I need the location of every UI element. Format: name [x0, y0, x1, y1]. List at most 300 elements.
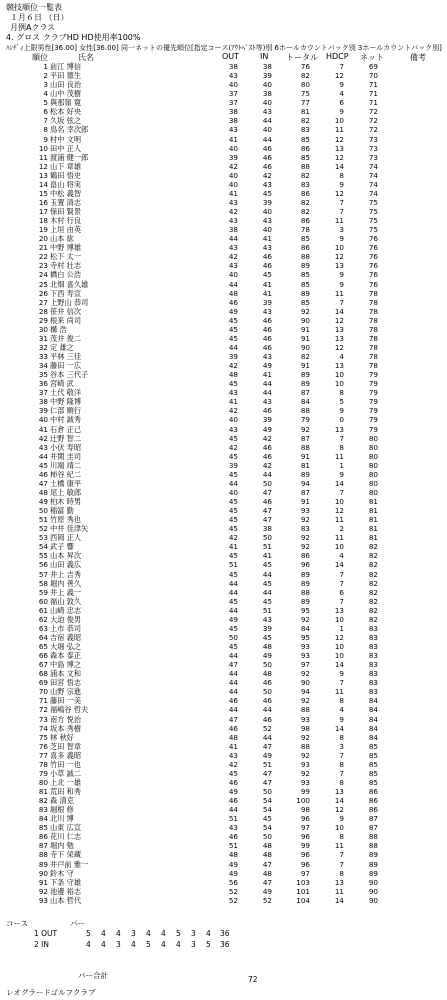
- hdcp-cell: 7: [339, 487, 344, 497]
- course-in-label: 2 IN: [34, 940, 49, 949]
- hdcp-cell: 13: [334, 143, 344, 153]
- net-score-cell: 83: [368, 678, 378, 688]
- name-cell: 山本 昇次: [50, 551, 82, 561]
- total-score-cell: 87: [300, 388, 310, 398]
- hdcp-cell: 9: [339, 80, 344, 90]
- rank-cell: 61: [38, 605, 48, 615]
- name-cell: 小伏 寿昭: [50, 442, 82, 452]
- name-cell: 平田 德生: [50, 71, 82, 81]
- table-row: [0, 588, 447, 597]
- net-score-cell: 81: [368, 533, 378, 543]
- in-score-cell: 44: [262, 569, 272, 579]
- table-row: [0, 669, 447, 678]
- rank-cell: 38: [38, 397, 48, 407]
- out-score-cell: 39: [228, 152, 238, 162]
- name-cell: 大迫 俊男: [50, 614, 82, 624]
- rank-cell: 64: [38, 632, 48, 642]
- rank-cell: 19: [38, 225, 48, 235]
- name-cell: 渡浦 健一郎: [50, 152, 89, 162]
- net-score-cell: 79: [368, 406, 378, 416]
- total-score-cell: 93: [300, 777, 310, 787]
- hdcp-cell: 9: [339, 279, 344, 289]
- total-score-cell: 92: [300, 750, 310, 760]
- table-row: [0, 715, 447, 724]
- total-score-cell: 85: [300, 134, 310, 144]
- in-score-cell: 46: [262, 315, 272, 325]
- rank-cell: 44: [38, 451, 48, 461]
- table-row: [0, 733, 447, 742]
- total-score-cell: 86: [300, 551, 310, 561]
- table-row: [0, 687, 447, 696]
- hole-par-cell: 3: [191, 929, 196, 938]
- net-score-cell: 75: [368, 216, 378, 226]
- out-score-cell: 41: [228, 188, 238, 198]
- total-score-cell: 96: [300, 850, 310, 860]
- total-score-cell: 91: [300, 333, 310, 343]
- hdcp-cell: 9: [339, 406, 344, 416]
- tiebreak-rule: ﾊﾝﾃﾞｨ上限男性[36.00] 女性[36.00] 同一ネットの優先順位[指定コース(ｱｳﾄﾍﾞｽﾄ等)別 6ホールカウントバック別 3ホールカウントバック別]: [6, 44, 442, 52]
- rank-cell: 66: [38, 651, 48, 661]
- out-score-cell: 44: [228, 705, 238, 715]
- table-row: [0, 316, 447, 325]
- total-score-cell: 92: [300, 542, 310, 552]
- total-score-cell: 89: [300, 370, 310, 380]
- in-score-cell: 43: [262, 107, 272, 117]
- out-score-cell: 48: [228, 370, 238, 380]
- in-score-cell: 50: [262, 478, 272, 488]
- total-score-cell: 91: [300, 361, 310, 371]
- in-score-cell: 47: [262, 741, 272, 751]
- table-row: [0, 805, 447, 814]
- out-score-cell: 45: [228, 469, 238, 479]
- hdcp-cell: 8: [339, 868, 344, 878]
- total-score-cell: 87: [300, 433, 310, 443]
- name-cell: 林 秋好: [50, 732, 74, 742]
- table-row: [0, 406, 447, 415]
- out-score-cell: 40: [228, 179, 238, 189]
- out-score-cell: 46: [228, 723, 238, 733]
- hole-par-cell: 3: [191, 940, 196, 949]
- name-cell: 中島 博之: [50, 660, 82, 670]
- column-net: ネット: [360, 53, 384, 62]
- out-score-cell: 43: [228, 823, 238, 833]
- out-score-cell: 42: [228, 533, 238, 543]
- net-score-cell: 72: [368, 116, 378, 126]
- in-score-cell: 46: [262, 324, 272, 334]
- in-score-cell: 41: [262, 370, 272, 380]
- out-score-cell: 45: [228, 333, 238, 343]
- net-score-cell: 82: [368, 596, 378, 606]
- total-score-cell: 89: [300, 578, 310, 588]
- total-score-cell: 78: [300, 225, 310, 235]
- rank-cell: 86: [38, 832, 48, 842]
- rank-cell: 3: [43, 80, 48, 90]
- net-score-cell: 89: [368, 850, 378, 860]
- total-score-cell: 89: [300, 261, 310, 271]
- net-score-cell: 84: [368, 723, 378, 733]
- in-score-cell: 54: [262, 805, 272, 815]
- name-cell: 福嶋谷 哲夫: [50, 705, 89, 715]
- name-cell: 宮崎 武: [50, 379, 74, 389]
- hdcp-cell: 9: [339, 669, 344, 679]
- hdcp-cell: 10: [334, 243, 344, 253]
- out-score-cell: 40: [228, 170, 238, 180]
- total-score-cell: 93: [300, 651, 310, 661]
- table-row: [0, 153, 447, 162]
- out-score-cell: 42: [228, 361, 238, 371]
- total-score-cell: 92: [300, 669, 310, 679]
- course-in-row: [0, 940, 447, 950]
- table-row: [0, 415, 447, 424]
- in-score-cell: 50: [262, 787, 272, 796]
- total-score-cell: 97: [300, 660, 310, 670]
- name-cell: 小草 誠二: [50, 768, 82, 778]
- rank-cell: 45: [38, 460, 48, 470]
- net-score-cell: 83: [368, 623, 378, 633]
- table-row: [0, 887, 447, 896]
- name-cell: 上野山 恭司: [50, 297, 89, 307]
- out-score-cell: 43: [228, 125, 238, 135]
- name-cell: 井上 義一: [50, 587, 82, 597]
- column-header-row: [0, 52, 447, 62]
- rank-cell: 84: [38, 814, 48, 824]
- out-score-cell: 43: [228, 197, 238, 207]
- rank-cell: 78: [38, 759, 48, 769]
- in-score-cell: 45: [262, 188, 272, 198]
- name-cell: 辻野 智二: [50, 433, 82, 443]
- total-score-cell: 82: [300, 116, 310, 126]
- table-row: [0, 570, 447, 579]
- rank-cell: 31: [38, 333, 48, 343]
- rank-cell: 30: [38, 324, 48, 334]
- course-out-label: 1 OUT: [34, 929, 58, 938]
- net-score-cell: 84: [368, 714, 378, 724]
- total-score-cell: 93: [300, 759, 310, 769]
- net-score-cell: 80: [368, 460, 378, 470]
- out-score-cell: 44: [228, 578, 238, 588]
- net-score-cell: 82: [368, 605, 378, 615]
- table-row: [0, 180, 447, 189]
- table-row: [0, 62, 447, 71]
- name-cell: 田中 正人: [50, 143, 82, 153]
- name-cell: 田宮 悟志: [50, 678, 82, 688]
- net-score-cell: 72: [368, 107, 378, 117]
- rank-cell: 22: [38, 252, 48, 262]
- name-cell: 藤田 一広: [50, 361, 82, 371]
- net-score-cell: 79: [368, 379, 378, 389]
- in-score-cell: 41: [262, 288, 272, 298]
- hole-par-cell: 4: [206, 929, 211, 938]
- hdcp-cell: 8: [339, 759, 344, 769]
- name-cell: 村中 文明: [50, 134, 82, 144]
- name-cell: 上市 恭司: [50, 623, 82, 633]
- out-score-cell: 43: [228, 216, 238, 226]
- table-row: [0, 850, 447, 859]
- hdcp-cell: 9: [339, 714, 344, 724]
- hole-par-cell: 4: [146, 929, 151, 938]
- in-score-cell: 39: [262, 623, 272, 633]
- out-score-cell: 37: [228, 89, 238, 99]
- table-row: [0, 896, 447, 905]
- name-cell: 定 雄之: [50, 342, 74, 352]
- out-score-cell: 49: [228, 868, 238, 878]
- total-score-cell: 89: [300, 569, 310, 579]
- name-cell: 稲富 勤: [50, 506, 74, 516]
- name-cell: 鳥名 幸次郎: [50, 125, 89, 135]
- rank-cell: 62: [38, 614, 48, 624]
- hdcp-cell: 12: [334, 71, 344, 81]
- course-out-total: 36: [220, 929, 230, 938]
- net-score-cell: 76: [368, 270, 378, 280]
- hdcp-cell: 14: [334, 895, 344, 905]
- name-cell: 根来 尚司: [50, 315, 82, 325]
- net-score-cell: 74: [368, 161, 378, 171]
- total-score-cell: 81: [300, 460, 310, 470]
- in-score-cell: 54: [262, 796, 272, 806]
- net-score-cell: 73: [368, 143, 378, 153]
- table-row: [0, 298, 447, 307]
- hdcp-cell: 0: [339, 415, 344, 425]
- out-score-cell: 45: [228, 569, 238, 579]
- hdcp-cell: 10: [334, 823, 344, 833]
- total-score-cell: 97: [300, 868, 310, 878]
- table-row: [0, 243, 447, 252]
- out-score-cell: 40: [228, 270, 238, 280]
- table-row: [0, 216, 447, 225]
- total-score-cell: 96: [300, 560, 310, 570]
- in-score-cell: 47: [262, 877, 272, 887]
- out-score-cell: 43: [228, 750, 238, 760]
- in-score-cell: 44: [262, 732, 272, 742]
- net-score-cell: 85: [368, 750, 378, 760]
- scoring-condition: 4. グロス クラブHD HD使用率100%: [6, 33, 141, 42]
- column-hdcp: HDCP: [326, 52, 349, 61]
- hdcp-cell: 8: [339, 732, 344, 742]
- table-row: [0, 832, 447, 841]
- table-row: [0, 705, 447, 714]
- name-cell: 谷本 三代子: [50, 370, 89, 380]
- table-row: [0, 135, 447, 144]
- table-row: [0, 624, 447, 633]
- in-score-cell: 46: [262, 333, 272, 343]
- in-score-cell: 49: [262, 651, 272, 661]
- hdcp-cell: 10: [334, 614, 344, 624]
- net-score-cell: 78: [368, 342, 378, 352]
- in-score-cell: 46: [262, 342, 272, 352]
- table-row: [0, 597, 447, 606]
- in-score-cell: 52: [262, 723, 272, 733]
- rank-cell: 17: [38, 207, 48, 216]
- in-score-cell: 40: [262, 98, 272, 108]
- total-score-cell: 84: [300, 397, 310, 407]
- hdcp-cell: 2: [339, 524, 344, 534]
- rank-cell: 13: [38, 170, 48, 180]
- hdcp-cell: 9: [339, 234, 344, 244]
- rank-cell: 9: [43, 134, 48, 144]
- name-cell: 鶴田 悟史: [50, 170, 82, 180]
- in-score-cell: 49: [262, 424, 272, 434]
- in-score-cell: 43: [262, 352, 272, 361]
- rank-cell: 82: [38, 796, 48, 806]
- name-cell: 畠山 将実: [50, 179, 82, 189]
- hdcp-cell: 11: [334, 451, 344, 461]
- name-cell: 北川 博: [50, 814, 74, 824]
- rank-cell: 8: [43, 125, 48, 135]
- hdcp-cell: 4: [339, 352, 344, 361]
- out-score-cell: 40: [228, 415, 238, 425]
- name-cell: 森本 泰正: [50, 651, 82, 661]
- table-row: [0, 207, 447, 216]
- rank-cell: 25: [38, 279, 48, 289]
- total-score-cell: 88: [300, 252, 310, 262]
- hdcp-cell: 11: [334, 288, 344, 298]
- name-cell: 浦本 文和: [50, 669, 82, 679]
- rank-cell: 32: [38, 342, 48, 352]
- rank-cell: 57: [38, 569, 48, 579]
- net-score-cell: 89: [368, 859, 378, 869]
- in-score-cell: 45: [262, 560, 272, 570]
- rank-cell: 37: [38, 388, 48, 398]
- in-score-cell: 38: [262, 524, 272, 534]
- table-row: [0, 751, 447, 760]
- rank-cell: 43: [38, 442, 48, 452]
- total-score-cell: 77: [300, 98, 310, 108]
- total-score-cell: 90: [300, 342, 310, 352]
- hdcp-cell: 7: [339, 859, 344, 869]
- name-cell: 竹田 一也: [50, 759, 82, 769]
- rank-cell: 47: [38, 478, 48, 488]
- page-title: 競技順位一覧表: [6, 3, 62, 12]
- rank-cell: 35: [38, 370, 48, 380]
- rank-cell: 6: [43, 107, 48, 117]
- in-score-cell: 48: [262, 868, 272, 878]
- in-score-cell: 46: [262, 252, 272, 262]
- rank-cell: 40: [38, 415, 48, 425]
- net-score-cell: 90: [368, 886, 378, 896]
- name-cell: 中村 誠秀: [50, 415, 82, 425]
- in-score-cell: 42: [262, 433, 272, 443]
- out-score-cell: 39: [228, 352, 238, 361]
- column-out: OUT: [222, 52, 240, 61]
- name-cell: 與那嶺 寛: [50, 98, 82, 108]
- table-row: [0, 651, 447, 660]
- table-row: [0, 787, 447, 796]
- net-score-cell: 75: [368, 225, 378, 235]
- out-score-cell: 45: [228, 515, 238, 525]
- table-row: [0, 560, 447, 569]
- table-row: [0, 80, 447, 89]
- table-row: [0, 660, 447, 669]
- hdcp-cell: 12: [334, 315, 344, 325]
- out-score-cell: 42: [228, 207, 238, 216]
- net-score-cell: 80: [368, 469, 378, 479]
- net-score-cell: 84: [368, 696, 378, 706]
- total-score-cell: 92: [300, 768, 310, 778]
- total-score-cell: 86: [300, 243, 310, 253]
- in-score-cell: 50: [262, 832, 272, 842]
- column-name: 氏名: [78, 53, 94, 62]
- total-score-cell: 101: [296, 886, 310, 896]
- net-score-cell: 83: [368, 632, 378, 642]
- name-cell: 井戸前 雅一: [50, 859, 89, 869]
- total-score-cell: 95: [300, 605, 310, 615]
- in-score-cell: 39: [262, 197, 272, 207]
- rank-cell: 39: [38, 406, 48, 416]
- net-score-cell: 82: [368, 569, 378, 579]
- net-score-cell: 74: [368, 179, 378, 189]
- rank-cell: 60: [38, 596, 48, 606]
- rank-cell: 87: [38, 841, 48, 851]
- name-cell: 構 浩: [50, 324, 67, 334]
- out-score-cell: 43: [228, 388, 238, 398]
- in-score-cell: 46: [262, 714, 272, 724]
- hdcp-cell: 9: [339, 107, 344, 117]
- column-in: IN: [260, 52, 269, 61]
- total-score-cell: 79: [300, 415, 310, 425]
- rank-cell: 70: [38, 687, 48, 697]
- table-row: [0, 814, 447, 823]
- table-row: [0, 325, 447, 334]
- column-total: トータル: [286, 53, 318, 62]
- out-score-cell: 39: [228, 460, 238, 470]
- net-score-cell: 78: [368, 333, 378, 343]
- out-score-cell: 45: [228, 506, 238, 516]
- net-score-cell: 83: [368, 669, 378, 679]
- net-score-cell: 85: [368, 768, 378, 778]
- net-score-cell: 85: [368, 759, 378, 769]
- total-score-cell: 90: [300, 315, 310, 325]
- hdcp-cell: 13: [334, 324, 344, 334]
- name-cell: 玉置 清志: [50, 197, 82, 207]
- net-score-cell: 90: [368, 877, 378, 887]
- in-score-cell: 50: [262, 533, 272, 543]
- hdcp-cell: 3: [339, 741, 344, 751]
- out-score-cell: 38: [228, 225, 238, 235]
- hdcp-cell: 7: [339, 596, 344, 606]
- hdcp-cell: 3: [339, 225, 344, 235]
- total-score-cell: 90: [300, 678, 310, 688]
- total-score-cell: 88: [300, 406, 310, 416]
- rank-cell: 80: [38, 777, 48, 787]
- total-score-cell: 94: [300, 687, 310, 697]
- in-score-cell: 47: [262, 506, 272, 516]
- name-cell: 笹井 信次: [50, 306, 82, 316]
- table-row: [0, 515, 447, 524]
- out-score-cell: 56: [228, 877, 238, 887]
- in-score-cell: 47: [262, 859, 272, 869]
- in-score-cell: 46: [262, 451, 272, 461]
- out-score-cell: 40: [228, 80, 238, 90]
- rank-cell: 91: [38, 877, 48, 887]
- table-row: [0, 642, 447, 651]
- table-row: [0, 225, 447, 234]
- out-score-cell: 49: [228, 614, 238, 624]
- table-row: [0, 162, 447, 171]
- out-score-cell: 45: [228, 551, 238, 561]
- in-score-cell: 44: [262, 705, 272, 715]
- hdcp-cell: 13: [334, 361, 344, 371]
- hdcp-cell: 12: [334, 134, 344, 144]
- hdcp-cell: 11: [334, 533, 344, 543]
- out-score-cell: 44: [228, 678, 238, 688]
- out-score-cell: 37: [228, 98, 238, 108]
- out-score-cell: 49: [228, 306, 238, 316]
- out-score-cell: 44: [228, 234, 238, 244]
- total-score-cell: 95: [300, 632, 310, 642]
- in-score-cell: 40: [262, 225, 272, 235]
- in-score-cell: 51: [262, 605, 272, 615]
- hdcp-cell: 12: [334, 506, 344, 516]
